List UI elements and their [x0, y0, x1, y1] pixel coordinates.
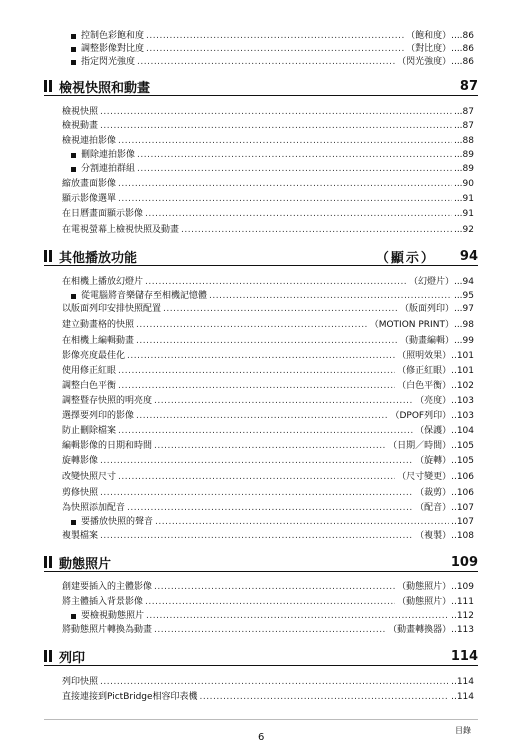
- section-bars-icon: [44, 556, 54, 568]
- footer-rule: [44, 719, 478, 720]
- entry-label: 在日曆畫面顯示影像: [62, 209, 144, 219]
- footer-page-number: 6: [258, 732, 265, 743]
- dot-leader: [163, 303, 398, 316]
- entry-suffix: （白色平衡）: [397, 381, 452, 391]
- entry-page: ..102: [451, 381, 474, 391]
- bullet-icon: [71, 614, 76, 619]
- toc-entry[interactable]: [62, 455, 474, 468]
- toc-entry[interactable]: [62, 691, 474, 704]
- entry-label: 剪修快照: [62, 488, 99, 498]
- entry-label: 創建要插入的主體影像: [62, 582, 153, 592]
- dot-leader: [118, 471, 395, 484]
- entry-page: ...90: [453, 179, 474, 189]
- entry-suffix: （閃光強度）: [397, 57, 452, 67]
- toc-entry[interactable]: [62, 335, 474, 348]
- entry-page: ...97: [453, 304, 474, 314]
- dot-leader: [136, 410, 388, 423]
- entry-page: ..108: [451, 531, 474, 541]
- dot-leader: [137, 56, 395, 69]
- toc-entry[interactable]: [62, 178, 474, 191]
- bullet-icon: [71, 167, 76, 172]
- toc-entry[interactable]: [62, 471, 474, 484]
- toc-entry[interactable]: [62, 425, 474, 438]
- dot-leader: [118, 135, 452, 148]
- entry-label: 為快照添加配音: [62, 503, 126, 513]
- section-title: 動態照片: [59, 556, 112, 572]
- toc-entry[interactable]: [71, 149, 474, 162]
- entry-page: ..104: [451, 426, 474, 436]
- section-bars-icon: [44, 80, 54, 92]
- entry-page: ..114: [451, 677, 474, 687]
- entry-page: ...92: [453, 225, 474, 235]
- dot-leader: [127, 502, 413, 515]
- entry-suffix: （複製）: [415, 531, 452, 541]
- entry-suffix: （亮度）: [415, 396, 452, 406]
- dot-leader: [118, 425, 413, 438]
- section-header: [44, 248, 478, 264]
- dot-leader: [127, 350, 395, 363]
- entry-label: 建立動畫格的快照: [62, 320, 135, 330]
- section-page: 109: [450, 554, 478, 570]
- entry-suffix: （MOTION PRINT）: [369, 320, 454, 330]
- dot-leader: [100, 487, 413, 500]
- entry-page: ...91: [453, 194, 474, 204]
- toc-entry[interactable]: [71, 516, 474, 529]
- entry-page: ....86: [451, 57, 474, 67]
- entry-label: 刪除連拍影像: [81, 150, 136, 160]
- entry-label: 列印快照: [62, 677, 99, 687]
- dot-leader: [118, 193, 452, 206]
- entry-suffix: （配音）: [415, 503, 452, 513]
- toc-entry[interactable]: [71, 290, 474, 303]
- toc-entry[interactable]: [62, 208, 474, 221]
- section-title: 其他播放功能: [59, 250, 138, 266]
- entry-page: ...94: [453, 277, 474, 287]
- dot-leader: [136, 335, 398, 348]
- section-paren: （顯示）: [375, 250, 436, 266]
- toc-entry[interactable]: [62, 395, 474, 408]
- entry-label: 在相機上編輯動畫: [62, 336, 135, 346]
- entry-page: ..113: [451, 625, 474, 635]
- dot-leader: [137, 149, 452, 162]
- entry-page: ..111: [451, 597, 474, 607]
- section-rule: [44, 265, 478, 266]
- bullet-icon: [71, 47, 76, 52]
- toc-entry[interactable]: [62, 224, 474, 237]
- toc-entry[interactable]: [62, 135, 474, 148]
- dot-leader: [100, 106, 452, 119]
- toc-entry[interactable]: [62, 120, 474, 133]
- entry-label: 在電視螢幕上檢視快照及動畫: [62, 225, 180, 235]
- entry-label: 檢視連拍影像: [62, 136, 117, 146]
- entry-label: 從電腦將音樂儲存至相機記憶體: [81, 291, 208, 301]
- dot-leader: [146, 30, 404, 43]
- toc-entry[interactable]: [62, 676, 474, 689]
- entry-label: 要播放快照的聲音: [81, 517, 154, 527]
- bullet-icon: [71, 34, 76, 39]
- section-rule: [44, 665, 478, 666]
- entry-label: 防止刪除檔案: [62, 426, 117, 436]
- toc-entry[interactable]: [71, 43, 474, 56]
- entry-label: 顯示影像選單: [62, 194, 117, 204]
- entry-page: ..109: [451, 582, 474, 592]
- dot-leader: [146, 610, 449, 623]
- toc-entry[interactable]: [62, 365, 474, 378]
- entry-suffix: （版面列印）: [399, 304, 454, 314]
- toc-entry[interactable]: [62, 380, 474, 393]
- entry-label: 調整影像對比度: [81, 44, 145, 54]
- entry-page: ..106: [451, 472, 474, 482]
- entry-page: ..106: [451, 488, 474, 498]
- entry-label: 指定閃光強度: [81, 57, 136, 67]
- section-rule: [44, 571, 478, 572]
- entry-suffix: （DPOF列印）: [390, 411, 452, 421]
- entry-suffix: （照明效果）: [397, 351, 452, 361]
- dot-leader: [181, 224, 452, 237]
- entry-label: 複製檔案: [62, 531, 99, 541]
- entry-page: ..101: [451, 351, 474, 361]
- toc-entry[interactable]: [62, 596, 474, 609]
- entry-suffix: （旋轉）: [415, 456, 452, 466]
- toc-entry[interactable]: [62, 581, 474, 594]
- entry-page: ..107: [451, 503, 474, 513]
- dot-leader: [155, 516, 449, 529]
- entry-label: 以版面列印安排快照配置: [62, 304, 162, 314]
- entry-label: 分割連拍群組: [81, 164, 136, 174]
- entry-page: ..103: [451, 411, 474, 421]
- toc-entry[interactable]: [71, 30, 474, 43]
- bullet-icon: [71, 60, 76, 65]
- entry-suffix: （動態照片）: [397, 597, 452, 607]
- toc-entry[interactable]: [62, 440, 474, 453]
- bullet-icon: [71, 153, 76, 158]
- dot-leader: [154, 440, 386, 453]
- entry-label: 將動態照片轉換為動畫: [62, 625, 153, 635]
- entry-page: ...89: [453, 150, 474, 160]
- entry-suffix: （保護）: [415, 426, 452, 436]
- entry-page: ..101: [451, 366, 474, 376]
- toc-entry[interactable]: [62, 303, 474, 316]
- toc-entry[interactable]: [62, 193, 474, 206]
- toc-entry[interactable]: [71, 610, 474, 623]
- section-rule: [44, 95, 478, 96]
- toc-entry[interactable]: [62, 319, 474, 332]
- entry-page: ...91: [453, 209, 474, 219]
- section-title: 檢視快照和動畫: [59, 80, 151, 96]
- dot-leader: [154, 581, 395, 594]
- entry-page: ....86: [451, 44, 474, 54]
- entry-label: 將主體插入背景影像: [62, 597, 144, 607]
- section-page: 87: [459, 78, 478, 94]
- toc-entry[interactable]: [71, 163, 474, 176]
- entry-suffix: （動畫轉換器）: [388, 625, 452, 635]
- dot-leader: [136, 319, 368, 332]
- dot-leader: [100, 455, 413, 468]
- entry-page: ...88: [453, 136, 474, 146]
- section-header: [44, 78, 478, 94]
- entry-page: ..105: [451, 441, 474, 451]
- entry-page: ...87: [453, 107, 474, 117]
- dot-leader: [200, 691, 450, 704]
- entry-suffix: （尺寸變更）: [397, 472, 452, 482]
- entry-label: 在相機上播放幻燈片: [62, 277, 144, 287]
- toc-entry[interactable]: [62, 106, 474, 119]
- section-header: [44, 554, 478, 570]
- entry-page: ..114: [451, 692, 474, 702]
- entry-label: 選擇要列印的影像: [62, 411, 135, 421]
- toc-entry[interactable]: [71, 56, 474, 69]
- entry-label: 使用修正紅眼: [62, 366, 117, 376]
- entry-suffix: （動畫編輯）: [399, 336, 454, 346]
- entry-page: ...87: [453, 121, 474, 131]
- entry-label: 調整暨存快照的明亮度: [62, 396, 153, 406]
- toc-entry[interactable]: [62, 530, 474, 543]
- dot-leader: [118, 380, 395, 393]
- entry-label: 控制色彩飽和度: [81, 31, 145, 41]
- dot-leader: [100, 120, 452, 133]
- entry-page: ..103: [451, 396, 474, 406]
- entry-suffix: （飽和度）: [406, 31, 452, 41]
- dot-leader: [154, 395, 413, 408]
- entry-label: 影像亮度最佳化: [62, 351, 126, 361]
- footer-label[interactable]: 目錄: [455, 726, 471, 735]
- entry-label: 檢視快照: [62, 107, 99, 117]
- dot-leader: [154, 624, 386, 637]
- toc-entry[interactable]: [62, 350, 474, 363]
- entry-suffix: （幻燈片）: [408, 277, 454, 287]
- entry-suffix: （修正紅眼）: [397, 366, 452, 376]
- entry-label: 編輯影像的日期和時間: [62, 441, 153, 451]
- entry-suffix: （裁剪）: [415, 488, 452, 498]
- entry-suffix: （動態照片）: [397, 582, 452, 592]
- toc-entry[interactable]: [62, 276, 474, 289]
- dot-leader: [146, 43, 404, 56]
- dot-leader: [145, 596, 395, 609]
- dot-leader: [100, 676, 449, 689]
- toc-entry[interactable]: [62, 410, 474, 423]
- section-bars-icon: [44, 250, 54, 262]
- dot-leader: [145, 208, 452, 221]
- dot-leader: [100, 530, 413, 543]
- dot-leader: [145, 276, 407, 289]
- section-page: 114: [450, 648, 478, 664]
- section-bars-icon: [44, 650, 54, 662]
- dot-leader: [118, 365, 395, 378]
- toc-entry[interactable]: [62, 487, 474, 500]
- entry-label: 縮放畫面影像: [62, 179, 117, 189]
- entry-page: ..112: [451, 611, 474, 621]
- entry-page: ....86: [451, 31, 474, 41]
- dot-leader: [137, 163, 452, 176]
- bullet-icon: [71, 294, 76, 299]
- entry-page: ...95: [453, 291, 474, 301]
- entry-page: ..105: [451, 456, 474, 466]
- entry-label: 旋轉影像: [62, 456, 99, 466]
- section-page: 94: [459, 248, 478, 264]
- entry-label: 改變快照尺寸: [62, 472, 117, 482]
- dot-leader: [209, 290, 452, 303]
- entry-label: 直接連接到PictBridge相容印表機: [62, 692, 198, 702]
- entry-page: ...98: [453, 320, 474, 330]
- entry-page: ...89: [453, 164, 474, 174]
- entry-suffix: （日期／時間）: [388, 441, 452, 451]
- entry-suffix: （對比度）: [406, 44, 452, 54]
- toc-entry[interactable]: [62, 624, 474, 637]
- entry-page: ...99: [453, 336, 474, 346]
- entry-page: ..107: [451, 517, 474, 527]
- section-header: [44, 648, 478, 664]
- entry-label: 調整白色平衡: [62, 381, 117, 391]
- dot-leader: [118, 178, 452, 191]
- toc-entry[interactable]: [62, 502, 474, 515]
- bullet-icon: [71, 520, 76, 525]
- entry-label: 檢視動畫: [62, 121, 99, 131]
- entry-label: 要檢視動態照片: [81, 611, 145, 621]
- section-title: 列印: [59, 650, 86, 666]
